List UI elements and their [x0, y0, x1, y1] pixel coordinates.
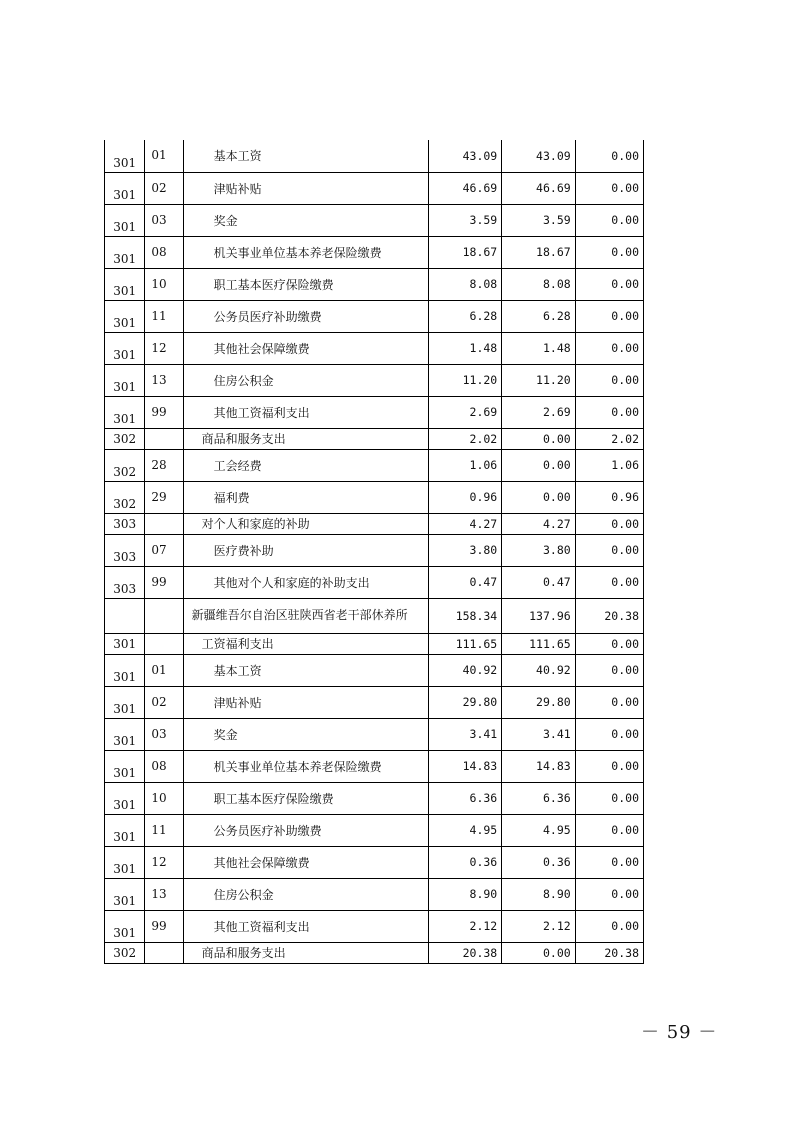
project-cell: 0.00 [575, 750, 643, 782]
name-cell: 津贴补贴 [183, 172, 428, 204]
item-code-cell: 12 [145, 332, 183, 364]
basic-cell: 29.80 [502, 686, 575, 718]
total-cell: 2.02 [428, 428, 501, 449]
table-row [105, 396, 644, 428]
page-number: － 59 － [641, 1022, 718, 1043]
basic-cell: 0.00 [502, 428, 575, 449]
class-code-cell [105, 598, 145, 633]
total-cell: 0.36 [428, 846, 501, 878]
name-cell: 职工基本医疗保险缴费 [183, 268, 428, 300]
item-code-cell: 10 [145, 782, 183, 814]
class-code-cell: 303 [105, 566, 145, 598]
basic-cell: 0.00 [502, 481, 575, 513]
table-row [105, 782, 644, 814]
item-code-cell: 99 [145, 396, 183, 428]
table-row [105, 204, 644, 236]
project-cell: 2.02 [575, 428, 643, 449]
item-code-cell [145, 942, 183, 963]
basic-cell: 137.96 [502, 598, 575, 633]
item-code-cell: 11 [145, 300, 183, 332]
total-cell: 11.20 [428, 364, 501, 396]
table-row [105, 364, 644, 396]
class-code-cell: 303 [105, 534, 145, 566]
basic-cell: 2.12 [502, 910, 575, 942]
table-row [105, 449, 644, 481]
project-cell: 0.00 [575, 718, 643, 750]
section-row [105, 513, 644, 534]
class-code-cell: 302 [105, 942, 145, 963]
basic-cell: 0.00 [502, 942, 575, 963]
name-cell: 其他工资福利支出 [183, 396, 428, 428]
class-code-cell: 301 [105, 332, 145, 364]
total-cell: 46.69 [428, 172, 501, 204]
total-cell: 3.80 [428, 534, 501, 566]
table-row [105, 140, 644, 172]
table-row [105, 172, 644, 204]
total-cell: 1.06 [428, 449, 501, 481]
project-cell: 0.00 [575, 654, 643, 686]
project-cell: 0.00 [575, 534, 643, 566]
class-code-cell: 301 [105, 140, 145, 172]
table-row [105, 534, 644, 566]
total-cell: 2.69 [428, 396, 501, 428]
total-cell: 3.59 [428, 204, 501, 236]
total-cell: 158.34 [428, 598, 501, 633]
total-cell: 18.67 [428, 236, 501, 268]
name-cell: 其他对个人和家庭的补助支出 [183, 566, 428, 598]
item-code-cell [145, 513, 183, 534]
name-cell: 工会经费 [183, 449, 428, 481]
name-cell: 住房公积金 [183, 364, 428, 396]
project-cell: 0.00 [575, 686, 643, 718]
project-cell: 0.00 [575, 332, 643, 364]
table-row [105, 750, 644, 782]
project-cell: 1.06 [575, 449, 643, 481]
total-cell: 14.83 [428, 750, 501, 782]
name-cell: 其他工资福利支出 [183, 910, 428, 942]
item-code-cell: 03 [145, 718, 183, 750]
name-cell: 职工基本医疗保险缴费 [183, 782, 428, 814]
class-code-cell: 301 [105, 846, 145, 878]
basic-cell: 3.41 [502, 718, 575, 750]
project-cell: 0.00 [575, 846, 643, 878]
total-cell: 20.38 [428, 942, 501, 963]
table-row [105, 878, 644, 910]
basic-cell: 18.67 [502, 236, 575, 268]
item-code-cell: 99 [145, 910, 183, 942]
item-code-cell [145, 428, 183, 449]
basic-cell: 43.09 [502, 140, 575, 172]
name-cell: 商品和服务支出 [183, 428, 428, 449]
name-cell: 医疗费补助 [183, 534, 428, 566]
name-cell: 商品和服务支出 [183, 942, 428, 963]
name-cell: 对个人和家庭的补助 [183, 513, 428, 534]
class-code-cell: 301 [105, 300, 145, 332]
total-cell: 6.28 [428, 300, 501, 332]
basic-cell: 6.28 [502, 300, 575, 332]
project-cell: 0.00 [575, 814, 643, 846]
total-cell: 0.47 [428, 566, 501, 598]
basic-cell: 1.48 [502, 332, 575, 364]
class-code-cell: 301 [105, 718, 145, 750]
table-row [105, 718, 644, 750]
table-row [105, 268, 644, 300]
table-row [105, 654, 644, 686]
name-cell: 其他社会保障缴费 [183, 332, 428, 364]
basic-cell: 3.59 [502, 204, 575, 236]
class-code-cell: 301 [105, 172, 145, 204]
project-cell: 0.96 [575, 481, 643, 513]
name-cell: 其他社会保障缴费 [183, 846, 428, 878]
table-row [105, 236, 644, 268]
item-code-cell: 02 [145, 686, 183, 718]
item-code-cell: 12 [145, 846, 183, 878]
basic-cell: 111.65 [502, 633, 575, 654]
total-cell: 2.12 [428, 910, 501, 942]
name-cell: 奖金 [183, 718, 428, 750]
name-cell: 津贴补贴 [183, 686, 428, 718]
total-cell: 3.41 [428, 718, 501, 750]
total-cell: 40.92 [428, 654, 501, 686]
basic-cell: 0.47 [502, 566, 575, 598]
item-code-cell: 08 [145, 750, 183, 782]
total-cell: 111.65 [428, 633, 501, 654]
name-cell: 新疆维吾尔自治区驻陕西省老干部休养所 [183, 598, 428, 633]
basic-cell: 0.00 [502, 449, 575, 481]
total-cell: 4.95 [428, 814, 501, 846]
name-cell: 机关事业单位基本养老保险缴费 [183, 750, 428, 782]
basic-cell: 14.83 [502, 750, 575, 782]
section-row [105, 942, 644, 963]
basic-cell: 11.20 [502, 364, 575, 396]
item-code-cell: 99 [145, 566, 183, 598]
table-row [105, 814, 644, 846]
class-code-cell: 301 [105, 686, 145, 718]
item-code-cell: 28 [145, 449, 183, 481]
class-code-cell: 302 [105, 428, 145, 449]
project-cell: 0.00 [575, 878, 643, 910]
name-cell: 基本工资 [183, 140, 428, 172]
total-cell: 29.80 [428, 686, 501, 718]
item-code-cell: 03 [145, 204, 183, 236]
item-code-cell: 11 [145, 814, 183, 846]
name-cell: 公务员医疗补助缴费 [183, 300, 428, 332]
project-cell: 0.00 [575, 236, 643, 268]
total-cell: 43.09 [428, 140, 501, 172]
project-cell: 0.00 [575, 140, 643, 172]
name-cell: 公务员医疗补助缴费 [183, 814, 428, 846]
item-code-cell: 02 [145, 172, 183, 204]
name-cell: 福利费 [183, 481, 428, 513]
item-code-cell: 29 [145, 481, 183, 513]
section-row [105, 633, 644, 654]
class-code-cell: 302 [105, 481, 145, 513]
project-cell: 20.38 [575, 942, 643, 963]
total-cell: 0.96 [428, 481, 501, 513]
item-code-cell: 13 [145, 878, 183, 910]
class-code-cell: 301 [105, 750, 145, 782]
class-code-cell: 301 [105, 910, 145, 942]
class-code-cell: 301 [105, 633, 145, 654]
name-cell: 机关事业单位基本养老保险缴费 [183, 236, 428, 268]
basic-cell: 3.80 [502, 534, 575, 566]
project-cell: 0.00 [575, 172, 643, 204]
budget-table [104, 140, 644, 964]
table-row [105, 846, 644, 878]
name-cell: 基本工资 [183, 654, 428, 686]
project-cell: 20.38 [575, 598, 643, 633]
item-code-cell [145, 633, 183, 654]
table-row [105, 332, 644, 364]
item-code-cell: 10 [145, 268, 183, 300]
table-row [105, 910, 644, 942]
item-code-cell: 01 [145, 140, 183, 172]
name-cell: 住房公积金 [183, 878, 428, 910]
class-code-cell: 301 [105, 814, 145, 846]
basic-cell: 46.69 [502, 172, 575, 204]
class-code-cell: 303 [105, 513, 145, 534]
total-cell: 8.90 [428, 878, 501, 910]
basic-cell: 4.27 [502, 513, 575, 534]
item-code-cell: 01 [145, 654, 183, 686]
table-row [105, 481, 644, 513]
table-row [105, 686, 644, 718]
total-cell: 1.48 [428, 332, 501, 364]
class-code-cell: 301 [105, 204, 145, 236]
class-code-cell: 302 [105, 449, 145, 481]
project-cell: 0.00 [575, 396, 643, 428]
item-code-cell [145, 598, 183, 633]
basic-cell: 0.36 [502, 846, 575, 878]
project-cell: 0.00 [575, 566, 643, 598]
class-code-cell: 301 [105, 268, 145, 300]
item-code-cell: 13 [145, 364, 183, 396]
section-row [105, 428, 644, 449]
class-code-cell: 301 [105, 654, 145, 686]
basic-cell: 8.90 [502, 878, 575, 910]
table-row [105, 300, 644, 332]
item-code-cell: 08 [145, 236, 183, 268]
project-cell: 0.00 [575, 364, 643, 396]
basic-cell: 4.95 [502, 814, 575, 846]
project-cell: 0.00 [575, 513, 643, 534]
class-code-cell: 301 [105, 396, 145, 428]
basic-cell: 2.69 [502, 396, 575, 428]
project-cell: 0.00 [575, 300, 643, 332]
basic-cell: 40.92 [502, 654, 575, 686]
name-cell: 工资福利支出 [183, 633, 428, 654]
name-cell: 奖金 [183, 204, 428, 236]
project-cell: 0.00 [575, 633, 643, 654]
total-cell: 8.08 [428, 268, 501, 300]
class-code-cell: 301 [105, 236, 145, 268]
project-cell: 0.00 [575, 910, 643, 942]
item-code-cell: 07 [145, 534, 183, 566]
project-cell: 0.00 [575, 268, 643, 300]
table-row [105, 566, 644, 598]
class-code-cell: 301 [105, 878, 145, 910]
total-cell: 4.27 [428, 513, 501, 534]
basic-cell: 6.36 [502, 782, 575, 814]
project-cell: 0.00 [575, 204, 643, 236]
org-row [105, 598, 644, 633]
budget-table-body [105, 140, 644, 963]
class-code-cell: 301 [105, 782, 145, 814]
project-cell: 0.00 [575, 782, 643, 814]
total-cell: 6.36 [428, 782, 501, 814]
class-code-cell: 301 [105, 364, 145, 396]
basic-cell: 8.08 [502, 268, 575, 300]
